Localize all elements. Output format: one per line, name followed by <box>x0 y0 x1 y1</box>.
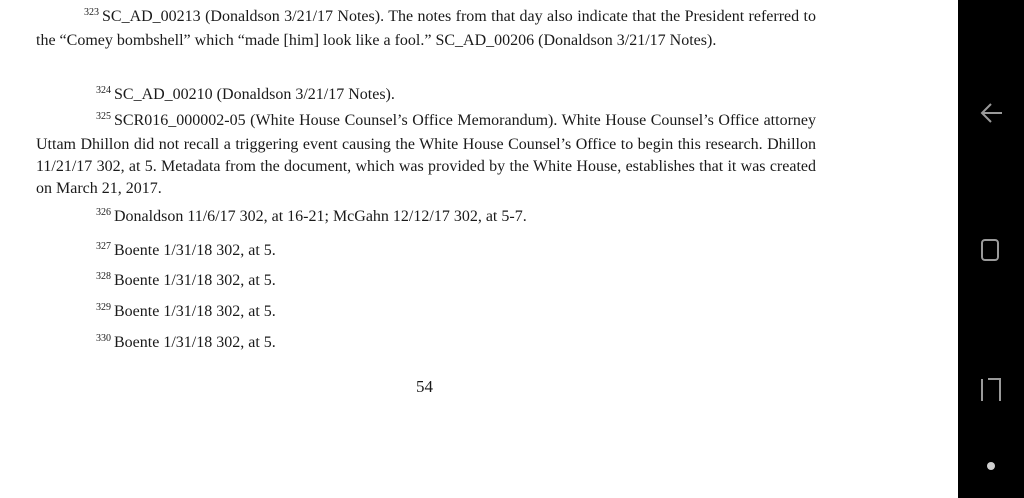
footnote-number: 327 <box>96 241 111 252</box>
footnote-number: 326 <box>96 207 111 218</box>
footnote-text: Boente 1/31/18 302, at 5. <box>114 303 276 320</box>
footnote-number: 324 <box>96 85 111 96</box>
footnote-number: 329 <box>96 302 111 313</box>
dot-icon <box>958 456 1024 476</box>
footnote-323 <box>36 6 816 52</box>
footnote-text: Boente 1/31/18 302, at 5. <box>114 242 276 259</box>
footnote-number: 325 <box>96 111 111 122</box>
footnote-327 <box>96 240 276 264</box>
footnote-330 <box>96 332 276 356</box>
navigation-bar <box>958 0 1024 498</box>
footnote-329 <box>96 301 276 325</box>
footnote-328 <box>96 270 276 294</box>
footnote-text: Boente 1/31/18 302, at 5. <box>114 334 276 351</box>
back-icon[interactable] <box>958 96 1024 130</box>
footnote-text: SC_AD_00210 (Donaldson 3/21/17 Notes). <box>114 86 395 103</box>
footnote-325 <box>36 110 816 200</box>
page-number: 54 <box>416 377 433 396</box>
recents-icon[interactable] <box>958 232 1024 268</box>
overview-icon[interactable] <box>958 370 1024 410</box>
footnote-326 <box>96 206 527 230</box>
footnote-text: SC_AD_00213 (Donaldson 3/21/17 Notes). The notes from that day also indicate that the President referred to the “Comey bombshell” which “made [him] look like a fool.” SC_AD_00206 (Donaldson 3/21/17 Notes). <box>36 8 816 49</box>
footnote-number: 330 <box>96 333 111 344</box>
footnote-number: 323 <box>84 7 99 18</box>
footnote-text: SCR016_000002-05 (White House Counsel’s Office Memorandum). White House Counsel’s Office attorney Uttam Dhillon did not recall a triggering event causing the White House Counsel’s Office to begin this research. Dhillon 11/21/17 302, at 5. Metadata from the document, which was provided by the White House, establishes that it was created on March 21, 2017. <box>36 112 816 197</box>
footnote-text: Boente 1/31/18 302, at 5. <box>114 272 276 289</box>
footnote-324 <box>96 84 395 108</box>
footnote-text: Donaldson 11/6/17 302, at 16-21; McGahn 12/12/17 302, at 5-7. <box>114 208 527 225</box>
footnote-number: 328 <box>96 271 111 282</box>
